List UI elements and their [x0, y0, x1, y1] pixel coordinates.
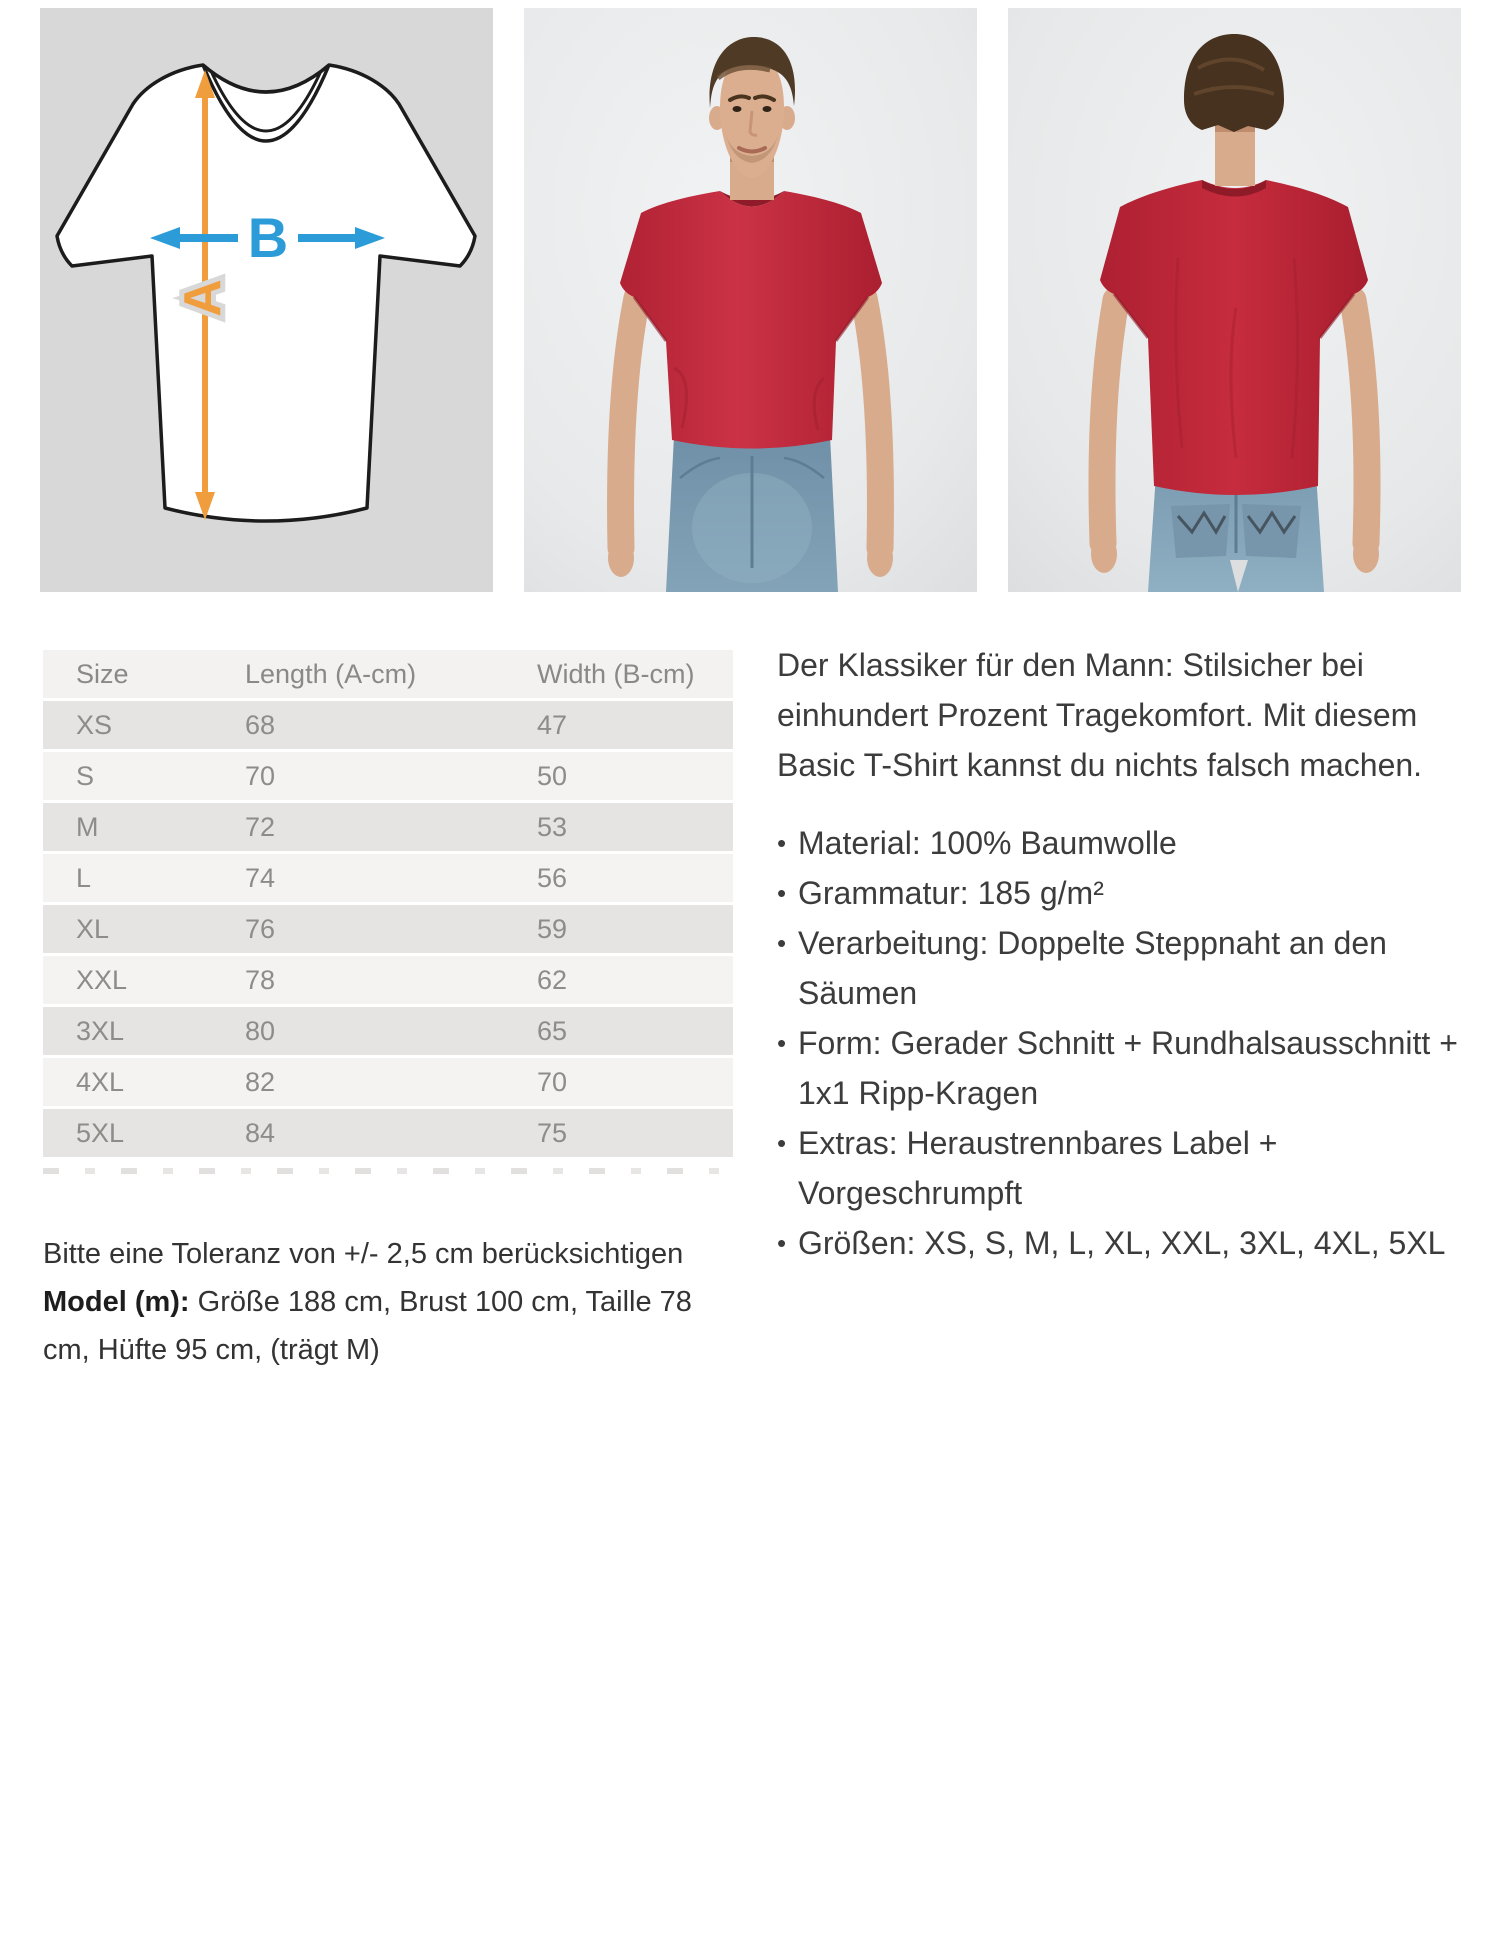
feature-verarbeitung: • Verarbeitung: Doppelte Steppnaht an den Säumen — [777, 918, 1477, 1018]
model-back-photo — [1008, 8, 1461, 592]
feature-form: • Form: Gerader Schnitt + Rundhalsausschnitt + 1x1 Ripp-Kragen — [777, 1018, 1477, 1118]
feature-groessen: • Größen: XS, S, M, L, XL, XXL, 3XL, 4XL, 5XL — [777, 1218, 1477, 1268]
width-cell: 62 — [537, 965, 568, 995]
label-b: B — [247, 206, 289, 269]
table-row — [43, 803, 733, 851]
feature-list — [777, 818, 1477, 1268]
length-cell: 80 — [245, 1016, 276, 1046]
size-cell: 4XL — [76, 1067, 125, 1097]
clipped-row-remnant — [43, 1168, 719, 1174]
width-cell: 50 — [537, 761, 568, 791]
length-cell: 76 — [245, 914, 276, 944]
model-front-illustration — [524, 8, 977, 592]
table-row — [43, 854, 733, 902]
length-cell: 78 — [245, 965, 276, 995]
tshirt-measurement-diagram — [40, 8, 493, 592]
size-cell: L — [76, 863, 92, 893]
model-info — [43, 1278, 693, 1374]
feature-grammatur: • Grammatur: 185 g/m² — [777, 868, 1477, 918]
length-cell: 68 — [245, 710, 276, 740]
width-cell: 70 — [537, 1067, 568, 1097]
col-header-width: Width (B-cm) — [537, 659, 695, 689]
table-row — [43, 905, 733, 953]
label-a: A — [174, 279, 232, 317]
length-cell: 72 — [245, 812, 276, 842]
length-cell: 82 — [245, 1067, 276, 1097]
col-header-size: Size — [76, 659, 129, 689]
model-back-illustration — [1008, 8, 1461, 592]
width-cell: 75 — [537, 1118, 568, 1148]
feature-extras: • Extras: Heraustrennbares Label + Vorgeschrumpft — [777, 1118, 1477, 1218]
length-cell: 74 — [245, 863, 276, 893]
jeans-front — [666, 436, 838, 592]
model-front-photo — [524, 8, 977, 592]
size-cell: 5XL — [76, 1118, 125, 1148]
length-cell: 84 — [245, 1118, 276, 1148]
table-row — [43, 956, 733, 1004]
product-description — [777, 640, 1477, 1268]
model-info-label: Model (m): — [43, 1286, 190, 1318]
table-row — [43, 1058, 733, 1106]
size-table — [43, 650, 733, 1160]
width-cell: 47 — [537, 710, 568, 740]
length-cell: 70 — [245, 761, 276, 791]
product-image-gallery — [40, 8, 1461, 592]
table-row — [43, 1007, 733, 1055]
size-cell: XS — [76, 710, 113, 740]
width-cell: 59 — [537, 914, 568, 944]
size-diagram-image — [40, 8, 493, 592]
measurement-notes — [43, 1230, 693, 1374]
table-row — [43, 701, 733, 749]
width-cell: 56 — [537, 863, 568, 893]
tolerance-note: Bitte eine Toleranz von +/- 2,5 cm berücksichtigen — [43, 1238, 684, 1270]
size-table-header — [43, 650, 733, 698]
model-info-details: Größe 188 cm, Brust 100 cm, Taille 78 cm, Hüfte 95 cm, (trägt M) — [43, 1286, 692, 1366]
table-row — [43, 752, 733, 800]
feature-material: • Material: 100% Baumwolle — [777, 818, 1477, 868]
col-header-length: Length (A-cm) — [245, 659, 417, 689]
width-cell: 65 — [537, 1016, 568, 1046]
description-intro: Der Klassiker für den Mann: Stilsicher bei einhundert Prozent Tragekomfort. Mit diesem Basic T-Shirt kannst du nichts falsch machen. — [777, 647, 1423, 783]
size-cell: S — [76, 761, 95, 791]
width-cell: 53 — [537, 812, 568, 842]
size-cell: XXL — [76, 965, 128, 995]
size-cell: M — [76, 812, 99, 842]
size-cell: XL — [76, 914, 110, 944]
table-row — [43, 1109, 733, 1157]
size-cell: 3XL — [76, 1016, 125, 1046]
